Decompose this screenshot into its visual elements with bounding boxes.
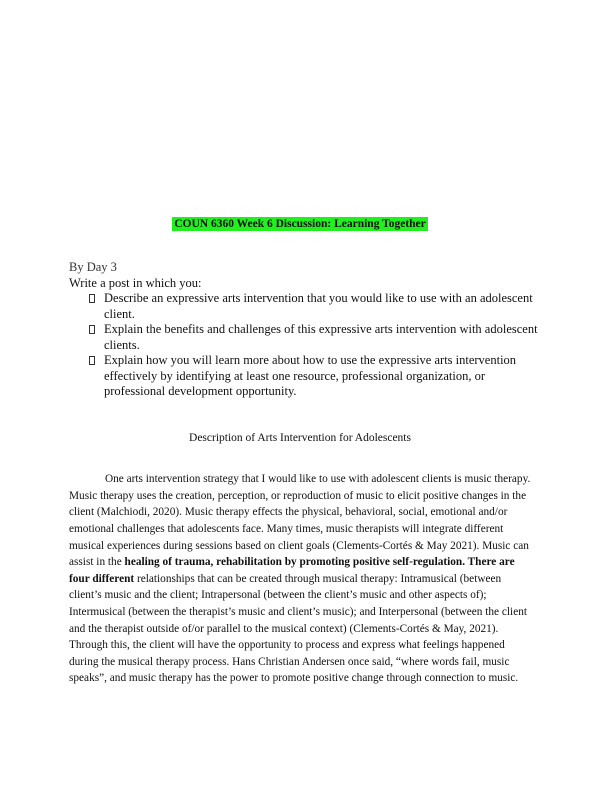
title-container: [0, 214, 600, 232]
body-paragraph: [69, 471, 531, 687]
day-label: By Day 3: [69, 260, 117, 274]
bullet-text: Describe an expressive arts intervention that you would like to use with an adolescent client.: [104, 291, 533, 321]
intro-text: Write a post in which you:: [69, 276, 202, 290]
checkbox-glyph-icon: [89, 356, 95, 365]
list-item: [69, 291, 549, 322]
paragraph-bold-text: healing of trauma, rehabilitation by promoting positive self-regulation. There are four different: [69, 556, 515, 585]
list-item: [69, 353, 549, 400]
bullet-list: [69, 291, 549, 400]
bullet-text: Explain how you will learn more about how to use the expressive arts intervention effectively by identifying at least one resource, professional organization, or professional development opportunity.: [104, 353, 517, 398]
assignment-prompt: [69, 259, 549, 400]
document-title: COUN 6360 Week 6 Discussion: Learning Together: [174, 218, 426, 230]
paragraph-text-2: relationships that can be created through musical therapy: Intramusical (between client’s music and the client; Intrapersonal (between the client’s music and other aspects of); Intermusical (between the therapist’s music and client’s music); and Interpersonal (between the client and the therapist outside of/or parallel to the musical context) (Clements-Cortés & May, 2021). Through this, the client will have the opportunity to process and express what feelings happened during the musical therapy process. Hans Christian Andersen once said, “where words fail, music speaks”, and music therapy has the power to promote positive change through connection to music.: [69, 572, 527, 685]
checkbox-glyph-icon: [89, 325, 95, 334]
list-item: [69, 322, 549, 353]
checkbox-glyph-icon: [89, 294, 95, 303]
section-heading: Description of Arts Intervention for Adolescents: [189, 432, 411, 444]
paragraph-text-1: One arts intervention strategy that I would like to use with adolescent clients is music therapy. Music therapy uses the creation, perception, or reproduction of music to elicit positive changes in the client (Malchiodi, 2020). Music therapy effects the physical, behavioral, social, emotional and/or emotional challenges that adolescents face. Many times, music therapists will integrate different musical experiences during sessions based on client goals (Clements-Cortés & May 2021). Music can assist in the: [69, 473, 531, 569]
bullet-text: Explain the benefits and challenges of this expressive arts intervention with adolescent clients.: [104, 322, 538, 352]
